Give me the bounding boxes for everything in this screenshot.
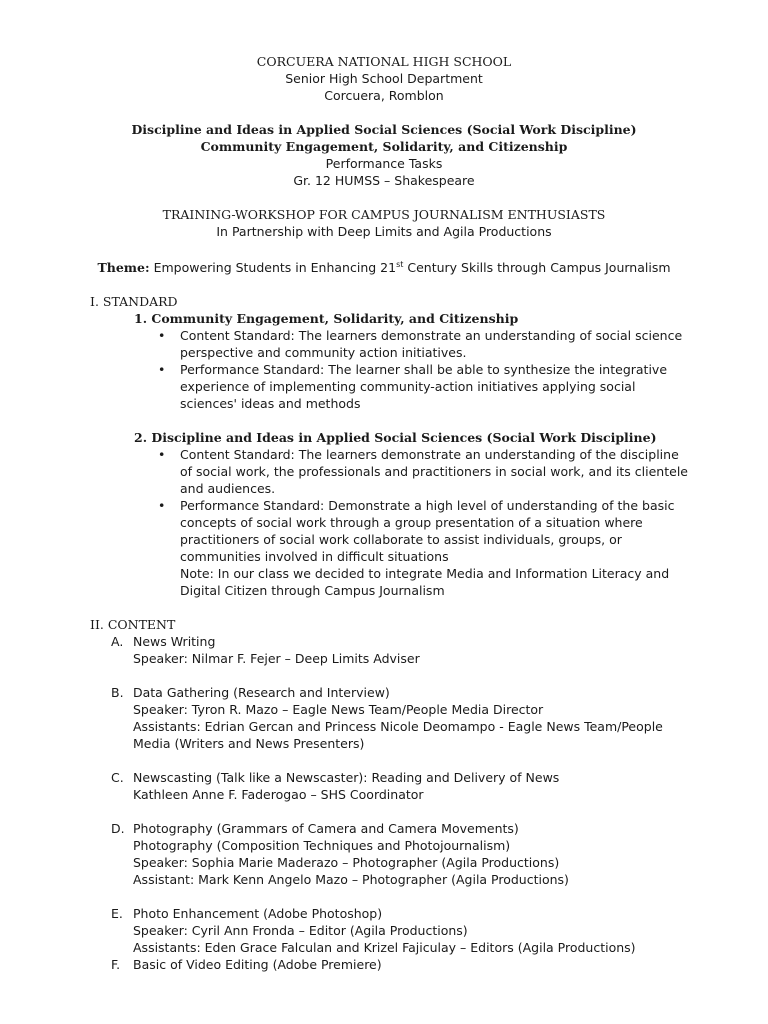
standard-item-title: 2. Discipline and Ideas in Applied Social Sciences (Social Work Discipline) [134,430,657,445]
item-line: Assistant: Mark Kenn Angelo Mazo – Photographer (Agila Productions) [133,872,569,887]
item-line: Newscasting (Talk like a Newscaster): Reading and Delivery of News [133,770,560,785]
item-line: Photography (Composition Techniques and Photojournalism) [133,838,511,853]
content-item [111,820,690,888]
bullet-list [90,327,690,412]
note: Note: In our class we decided to integrate Media and Information Literacy and Digital Citizen through Campus Journalism [180,566,670,598]
theme-text-after: Century Skills through Campus Journalism [403,260,671,275]
item-line: Assistants: Edrian Gercan and Princess Nicole Deomampo - Eagle News Team/People [133,719,663,734]
partnership: In Partnership with Deep Limits and Agila Productions [216,224,552,239]
section-heading-standard: I. STANDARD [90,294,178,309]
item-line: Speaker: Cyril Ann Fronda – Editor (Agila Productions) [133,923,468,938]
item-line: Data Gathering (Research and Interview) [133,685,390,700]
item-line: Photography (Grammars of Camera and Camera Movements) [133,821,519,836]
item-letter: A. [111,634,124,649]
theme-superscript: st [396,259,404,269]
item-letter: E. [111,906,123,921]
bullet-icon: • [158,498,166,513]
subject-title: Discipline and Ideas in Applied Social Sciences (Social Work Discipline) [131,122,637,137]
grade-section: Gr. 12 HUMSS – Shakespeare [293,173,475,188]
theme-label: Theme: [97,260,150,275]
document-body [90,293,690,973]
item-line: Basic of Video Editing (Adobe Premiere) [133,957,382,972]
item-line: Kathleen Anne F. Faderogao – SHS Coordinator [133,787,424,802]
bullet-item: • Content Standard: The learners demonstrate an understanding of social science perspective and community action initiatives. [158,328,683,360]
bullet-item: • Performance Standard: The learner shall be able to synthesize the integrative experience of implementing community-action initiatives applying social sciences' ideas and methods [158,362,668,411]
bullet-icon: • [158,328,166,343]
item-line: Photo Enhancement (Adobe Photoshop) [133,906,383,921]
content-item [111,769,690,803]
content-list [90,633,690,973]
item-line: Speaker: Nilmar F. Fejer – Deep Limits Adviser [133,651,420,666]
item-line: News Writing [133,634,216,649]
item-letter: C. [111,770,124,785]
item-line: Speaker: Tyron R. Mazo – Eagle News Team/People Media Director [133,702,544,717]
location: Corcuera, Romblon [324,88,444,103]
item-letter: F. [111,957,121,972]
bullet-item: • Performance Standard: Demonstrate a high level of understanding of the basic concepts of social work through a group presentation of a situation where practitioners of social work collaborate to assist individuals, groups, or communities involved in difficult situations [158,498,675,564]
item-letter: B. [111,685,124,700]
item-line: Assistants: Eden Grace Falculan and Krizel Fajiculay – Editors (Agila Productions) [133,940,636,955]
item-letter: D. [111,821,125,836]
subject-subtitle: Community Engagement, Solidarity, and Citizenship [200,139,568,154]
bullet-icon: • [158,447,166,462]
content-item [111,956,690,973]
bullet-item: • Content Standard: The learners demonstrate an understanding of the discipline of social work, the professionals and practitioners in social work, and its clientele and audiences. [158,447,688,496]
bullet-icon: • [158,362,166,377]
department: Senior High School Department [285,71,483,86]
standard-item-title: 1. Community Engagement, Solidarity, and Citizenship [134,311,519,326]
training-title: TRAINING-WORKSHOP FOR CAMPUS JOURNALISM ENTHUSIASTS [162,207,606,222]
section-heading-content: II. CONTENT [90,617,176,632]
item-line: Media (Writers and News Presenters) [133,736,365,751]
document-header [0,53,768,240]
item-line: Speaker: Sophia Marie Maderazo – Photographer (Agila Productions) [133,855,560,870]
bullet-list [90,446,690,565]
theme-text-before: Empowering Students in Enhancing 21 [149,260,397,275]
school-name: CORCUERA NATIONAL HIGH SCHOOL [256,54,512,69]
content-item [111,905,690,956]
content-item [111,633,690,667]
performance-tasks: Performance Tasks [325,156,443,171]
theme-line [0,259,768,276]
content-item [111,684,690,752]
